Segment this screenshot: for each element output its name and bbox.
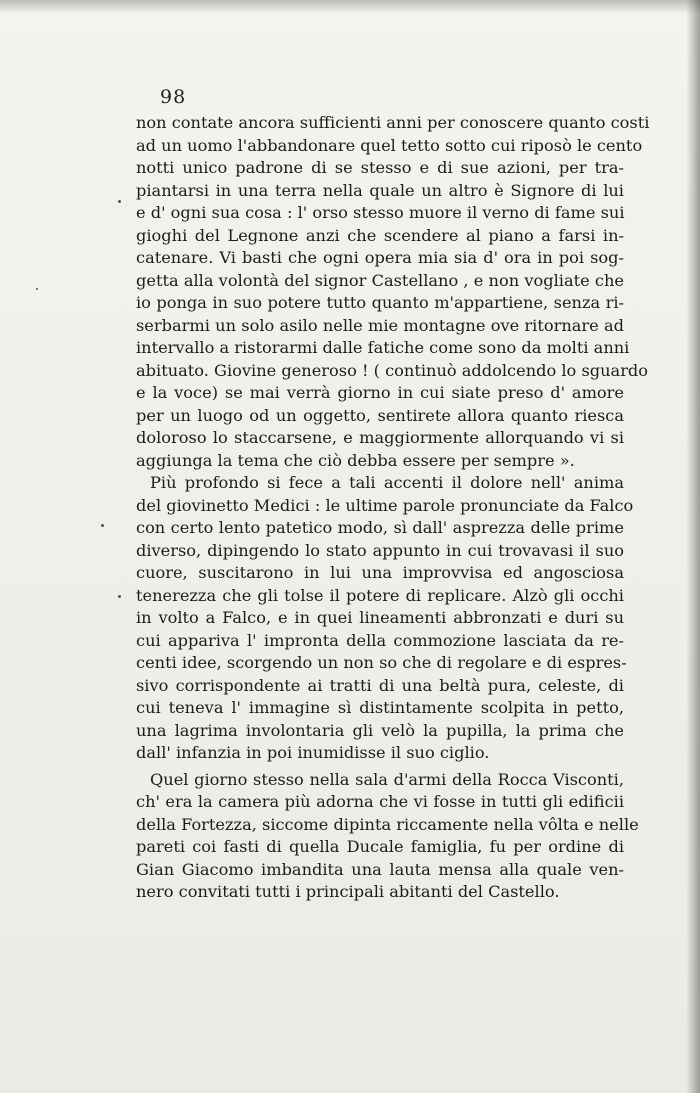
text-line: una lagrima involontaria gli velò la pupilla, la prima che — [136, 720, 624, 740]
text-line: gioghi del Legnone anzi che scendere al piano a farsi in- — [136, 225, 624, 245]
text-line: in volto a Falco, e in quei lineamenti abbronzati e duri su — [136, 608, 624, 627]
text-line: notti unico padrone di se stesso e di sue azioni, per tra- — [136, 158, 624, 177]
text-line: centi idee, scorgendo un non so che di regolare e di espres- — [136, 653, 627, 672]
text-line: piantarsi in una terra nella quale un altro è Signore di lui — [136, 180, 624, 200]
text-line: nero convitati tutti i principali abitanti del Castello. — [136, 882, 560, 901]
text-line: ch' era la camera più adorna che vi fosse in tutti gli edificii — [136, 792, 624, 811]
text-line: dall' infanzia in poi inumidisse il suo ciglio. — [136, 743, 490, 762]
text-line: e la voce) se mai verrà giorno in cui siate preso d' amore — [136, 383, 624, 402]
text-line: del giovinetto Medici : le ultime parole pronunciate da Falco — [136, 495, 634, 515]
text-line: cui appariva l' impronta della commozione lasciata da re- — [136, 630, 624, 650]
text-line: catenare. Vi basti che ogni opera mia sia d' ora in poi sog- — [136, 248, 624, 267]
page-top-shadow — [0, 0, 700, 14]
text-line: cui teneva l' immagine sì distintamente scolpita in petto, — [136, 698, 624, 717]
ink-speck — [118, 200, 121, 203]
page-right-shadow — [686, 0, 700, 1093]
text-line: getta alla volontà del signor Castellano , e non vogliate che — [136, 270, 624, 290]
body-text — [136, 112, 650, 904]
text-line: con certo lento patetico modo, sì dall' asprezza delle prime — [136, 518, 624, 537]
text-line: Quel giorno stesso nella sala d'armi della Rocca Visconti, — [150, 769, 624, 789]
text-line: per un luogo od un oggetto, sentirete allora quanto riesca — [136, 405, 624, 425]
text-line: abituato. Giovine generoso ! ( continuò addolcendo lo sguardo — [136, 360, 649, 380]
ink-speck — [36, 288, 38, 290]
text-line: e d' ogni sua cosa : l' orso stesso muore il verno di fame sui — [136, 203, 625, 222]
text-line: cuore, suscitarono in lui una improvvisa ed angosciosa — [136, 563, 624, 582]
page-number: 98 — [160, 86, 187, 108]
text-line: della Fortezza, siccome dipinta riccamente nella vôlta e nelle — [136, 814, 639, 834]
text-line: io ponga in suo potere tutto quanto m'appartiene, senza ri- — [136, 293, 624, 312]
text-line: doloroso lo staccarsene, e maggiormente allorquando vi si — [136, 428, 624, 447]
text-line: diverso, dipingendo lo stato appunto in cui trovavasi il suo — [136, 540, 624, 560]
text-line: aggiunga la tema che ciò debba essere per sempre ». — [136, 450, 575, 470]
text-line: pareti coi fasti di quella Ducale famiglia, fu per ordine di — [136, 837, 624, 856]
text-line: serbarmi un solo asilo nelle mie montagne ove ritornare ad — [136, 315, 624, 335]
text-line: sivo corrispondente ai tratti di una beltà pura, celeste, di — [136, 675, 624, 695]
ink-speck — [101, 524, 104, 527]
text-line: non contate ancora sufficienti anni per conoscere quanto costi — [136, 113, 650, 132]
text-line: ad un uomo l'abbandonare quel tetto sotto cui riposò le cento — [136, 135, 643, 155]
text-line: Gian Giacomo imbandita una lauta mensa alla quale ven- — [136, 859, 624, 879]
text-line: tenerezza che gli tolse il potere di replicare. Alzò gli occhi — [136, 585, 624, 605]
text-line: Più profondo si fece a tali accenti il dolore nell' anima — [150, 473, 624, 492]
ink-speck — [118, 595, 121, 598]
text-line: intervallo a ristorarmi dalle fatiche come sono da molti anni — [136, 338, 630, 357]
